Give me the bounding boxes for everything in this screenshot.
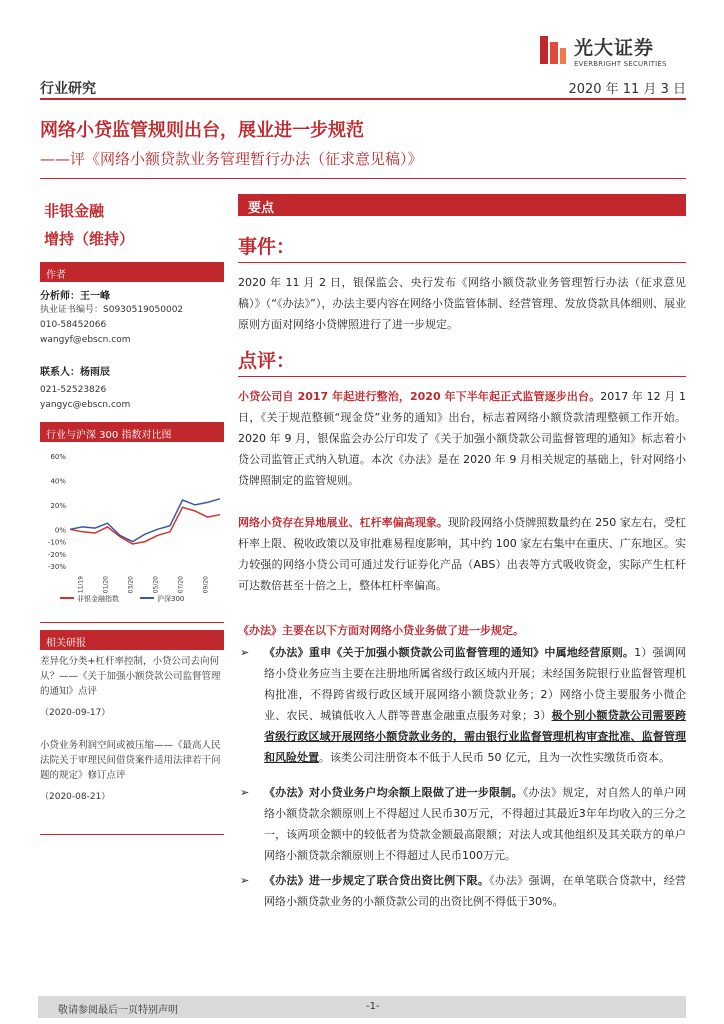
report-title: 网络小贷监管规则出台，展业进一步规范 (40, 120, 364, 141)
analyst-block (40, 284, 183, 348)
bullet-body: 《办法》强调，在单笔联合贷款中，经营网络小额贷款业务的小额贷款公司的出资比例不得低于30%。 (264, 874, 687, 908)
contact-phone: 021-52523826 (40, 385, 107, 395)
related-bottom-divider (40, 834, 224, 835)
x-tick-label: 09/20 (202, 576, 210, 594)
analyst-label: 分析师： (40, 291, 80, 302)
contact-block (40, 360, 130, 413)
bullet-icon: ➢ (240, 874, 250, 887)
bullet-body: 1）强调网络小贷业务应当主要在注册地所属省级行政区域内开展；未经国务院银行业监督管理机构批准，不得跨省级行政区域开展网络小额贷款业务；2）网络小贷主要服务小微企业、农民、城镇低收入人群等普惠金融重点服务对象；3） (264, 646, 687, 722)
bullet-body: 《办法》规定，对自然人的单户网络小额贷款余额原则上不得超过人民币30万元，不得超过其最近3年年均收入的三分之一，该两项金额中的较低者为贷款金额最高限额；对法人或其他组织及其关联方的单户网络小额贷款余额原则上不得超过人民币100万元。 (264, 786, 686, 862)
logo-name: 光大证券 (574, 36, 655, 59)
contact-label: 联系人： (40, 367, 80, 378)
chart-section-header: 行业与沪深 300 指数对比图 (40, 422, 224, 442)
series-line (70, 507, 220, 544)
header-divider (40, 98, 686, 100)
author-section-header: 作者 (40, 262, 224, 282)
related-title[interactable]: 差异化分类+杠杆率控制，小贷公司去向何从？——《关于加强小额贷款公司监督管理的通知》点评 (40, 656, 221, 697)
bullet-underlined: 极个别小额贷款公司需要跨省级行政区域开展网络小额贷款业务的，需由银行业监督管理机构审查批准、监督管理和风险处置 (264, 709, 687, 764)
comment-heading: 点评： (238, 350, 296, 372)
chart-bottom-divider (40, 622, 224, 623)
x-tick-label: 11/19 (77, 576, 85, 594)
x-tick-label: 03/20 (127, 576, 135, 594)
related-item[interactable] (40, 654, 224, 718)
license-number: 执业证书编号：S0930519050002 (40, 305, 184, 315)
comment-paragraph-1 (238, 386, 686, 491)
bullet-lead: 《办法》进一步规定了联合贷出资比例下限。 (264, 874, 490, 887)
paragraph-body: 2017 年 12 月 1 日，《关于规范整顿“现金贷”业务的通知》出台，标志着网络小额贷款清理整顿工作开始。2020 年 9 月，银保监会办公厅印发了《关于加强小额贷款公司监督管理的通知》标志着小贷公司监管正式纳入轨道。本次《办法》是在 2020 年 9 月相关规定的基础上，针对网络小贷牌照制定的监管规则。 (238, 390, 686, 487)
bullet-point-3 (264, 870, 686, 912)
legend-label: 非银金融指数 (77, 595, 119, 603)
title-divider (40, 178, 686, 179)
related-item[interactable] (40, 738, 224, 802)
event-paragraph: 2020 年 11 月 2 日，银保监会、央行发布《网络小额贷款业务管理暂行办法（征求意见稿）》（“《办法》”），办法主要内容在网络小贷监管体制、经营管理、发放贷款具体细则、展业原则方面对网络小贷牌照进行了进一步规定。 (238, 276, 686, 331)
contact-name: 杨雨辰 (80, 367, 110, 378)
y-tick-label: 60% (50, 453, 66, 461)
keypoints-header: 要点 (238, 194, 686, 216)
y-tick-label: 20% (50, 501, 66, 510)
related-section-header: 相关研报 (40, 630, 224, 650)
x-tick-label: 01/20 (102, 576, 110, 594)
paragraph-lead: 小贷公司自 2017 年起进行整治，2020 年下半年起正式监管逐步出台。 (238, 390, 601, 403)
comparison-chart (40, 448, 224, 608)
paragraph-lead: 网络小贷存在异地展业、杠杆率偏高现象。 (238, 516, 448, 529)
sector-rating: 增持（维持） (44, 230, 135, 248)
bullet-point-1 (264, 642, 686, 768)
related-date: （2020-08-21） (40, 792, 111, 802)
sector-name: 非银金融 (44, 202, 105, 220)
bullet-icon: ➢ (240, 786, 250, 799)
x-tick-label: 05/20 (152, 576, 160, 594)
x-tick-label: 07/20 (177, 576, 185, 594)
y-tick-label: -30% (47, 563, 66, 571)
legend-label: 沪深300 (157, 595, 185, 603)
bullet-lead: 《办法》对小贷业务户均余额上限做了进一步限制。 (264, 786, 523, 799)
bullet-body-end: 。该类公司注册资本不低于人民币 50 亿元，且为一次性实缴货币资本。 (319, 751, 670, 764)
bullet-point-2 (264, 782, 686, 866)
analyst-phone: 010-58452066 (40, 320, 107, 330)
comment-paragraph-3 (238, 620, 686, 641)
bullet-lead: 《办法》重申《关于加强小额贷款公司监督管理的通知》中属地经营原则。 (264, 646, 635, 659)
y-tick-label: 40% (50, 477, 66, 486)
page-number: -1- (366, 1001, 380, 1012)
report-date: 2020 年 11 月 3 日 (568, 82, 686, 97)
related-title[interactable]: 小贷业务利润空间或被压缩——《最高人民法院关于审理民间借贷案件适用法律若干问题的规定》修订点评 (40, 740, 221, 781)
series-line (70, 499, 220, 542)
paragraph-lead: 《办法》主要在以下方面对网络小贷业务做了进一步规定。 (238, 624, 524, 637)
report-category: 行业研究 (40, 81, 96, 97)
logo-mark-icon (538, 32, 568, 68)
paragraph-body: 现阶段网络小贷牌照数量约在 250 家左右，受杠杆率上限、税收政策以及审批难易程度影响，其中约 100 家左右集中在重庆、广东地区。实力较强的网络小贷公司可通过发行证券化产品（ABS）出表等方式吸收资金，实际产生杠杆可达数倍甚至十倍之上，整体杠杆率偏高。 (238, 516, 686, 592)
footer-disclaimer[interactable]: 敬请参阅最后一页特别声明 (58, 1005, 178, 1016)
y-tick-label: 0% (54, 526, 66, 535)
y-tick-label: -10% (47, 538, 66, 547)
event-divider (238, 262, 686, 263)
report-subtitle: ——评《网络小额贷款业务管理暂行办法（征求意见稿）》 (40, 150, 423, 168)
analyst-name: 王一峰 (80, 291, 110, 302)
analyst-email[interactable]: wangyf@ebscn.com (40, 335, 131, 345)
event-heading: 事件： (238, 236, 296, 258)
contact-email[interactable]: yangyc@ebscn.com (40, 400, 131, 410)
comment-divider (238, 376, 686, 377)
related-date: （2020-09-17） (40, 708, 111, 718)
bullet-icon: ➢ (240, 646, 250, 659)
company-logo (538, 30, 688, 70)
y-tick-label: -20% (47, 550, 66, 559)
comment-paragraph-2 (238, 512, 686, 596)
logo-english: EVERBRIGHT SECURITIES (574, 59, 667, 68)
